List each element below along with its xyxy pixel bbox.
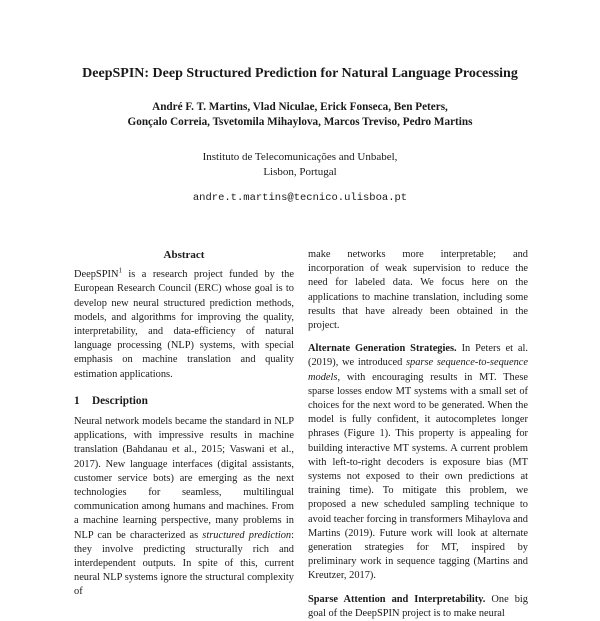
alternate-generation-paragraph (308, 342, 528, 583)
alt-gen-emphasis: sparse sequence-to-sequence models (308, 357, 528, 383)
author-list (0, 100, 600, 130)
author-line-1: André F. T. Martins, Vlad Niculae, Erick Fonseca, Ben Peters, (152, 101, 448, 113)
sparse-attention-heading: Sparse Attention and Interpretability. (308, 593, 486, 605)
continuation-paragraph: make networks more interpretable; and incorporation of weak supervision to reduce the need for labeled data. We focus here on the applications to machine translation, including some results that have already been obtained in the project. (308, 249, 528, 332)
right-column (308, 248, 528, 621)
affiliation (0, 150, 600, 180)
left-column (74, 248, 294, 600)
affiliation-line-2: Lisbon, Portugal (263, 166, 337, 178)
alternate-generation-heading: Alternate Generation Strategies. (308, 343, 457, 355)
author-email: andre.t.martins@tecnico.ulisboa.pt (192, 192, 408, 204)
section-text-a: Neural network models became the standard in NLP applications, with impressive results in machine translation (Bahdanau et al., 2015; Vaswani et al., 2017). New language interfaces (digital assistants, customer service bots) are emerging as the next technologies for seamless, multilingual communication among humans and machines. From a machine learning perspective, many problems in NLP can be characterized as (74, 416, 294, 541)
footnote-mark: 1 (118, 266, 122, 275)
abstract-text (74, 268, 294, 382)
paper-title: DeepSPIN: Deep Structured Prediction for Natural Language Processing (82, 66, 518, 81)
sparse-attention-text: One big goal of the DeepSPIN project is to make neural (308, 593, 528, 619)
project-name: DeepSPIN (74, 269, 119, 281)
section-heading (74, 394, 294, 408)
abstract-heading: Abstract (163, 249, 205, 261)
section-title: Description (92, 394, 148, 407)
section-paragraph (74, 415, 294, 600)
alt-gen-text-a: In Peters et al. (2019), we introduced (308, 343, 528, 369)
section-text-b: : they involve predicting structurally rich and interdependent outputs. In spite of this, current neural NLP systems ignore the structural complexity of (74, 529, 294, 598)
affiliation-line-1: Instituto de Telecomunicações and Unbabel, (202, 151, 398, 163)
author-line-2: Gonçalo Correia, Tsvetomila Mihaylova, Marcos Treviso, Pedro Martins (127, 116, 473, 128)
abstract-body: is a research project funded by the European Research Council (ERC) whose goal is to develop new neural structured prediction methods, models, and algorithms for improving the quality, interpretability, and data-efficiency of natural language processing (NLP) systems, with special emphasis on machine translation and quality estimation applications. (74, 269, 294, 380)
section-emphasis: structured prediction (202, 529, 292, 541)
alt-gen-text-b: , with encouraging results in MT. These sparse losses endow MT systems with a small set of choices for the next word to be generated. When the model is fully confident, it autocompletes longer phrases (Figure 1). This property is appealing for building interactive MT systems. A current problem with left-to-right decoders is exposure bias (MT systems not exposed to their own predictions at training time). To mitigate this problem, we proposed a new scheduled sampling technique to avoid teacher forcing in transformers Mihaylova and Martins (2019). Future work will look at alternate generation strategies for MT, inspired by preliminary work in sequence tagging (Martins and Kreutzer, 2017). (308, 371, 528, 582)
section-number: 1 (74, 394, 80, 407)
sparse-attention-paragraph (308, 593, 528, 621)
